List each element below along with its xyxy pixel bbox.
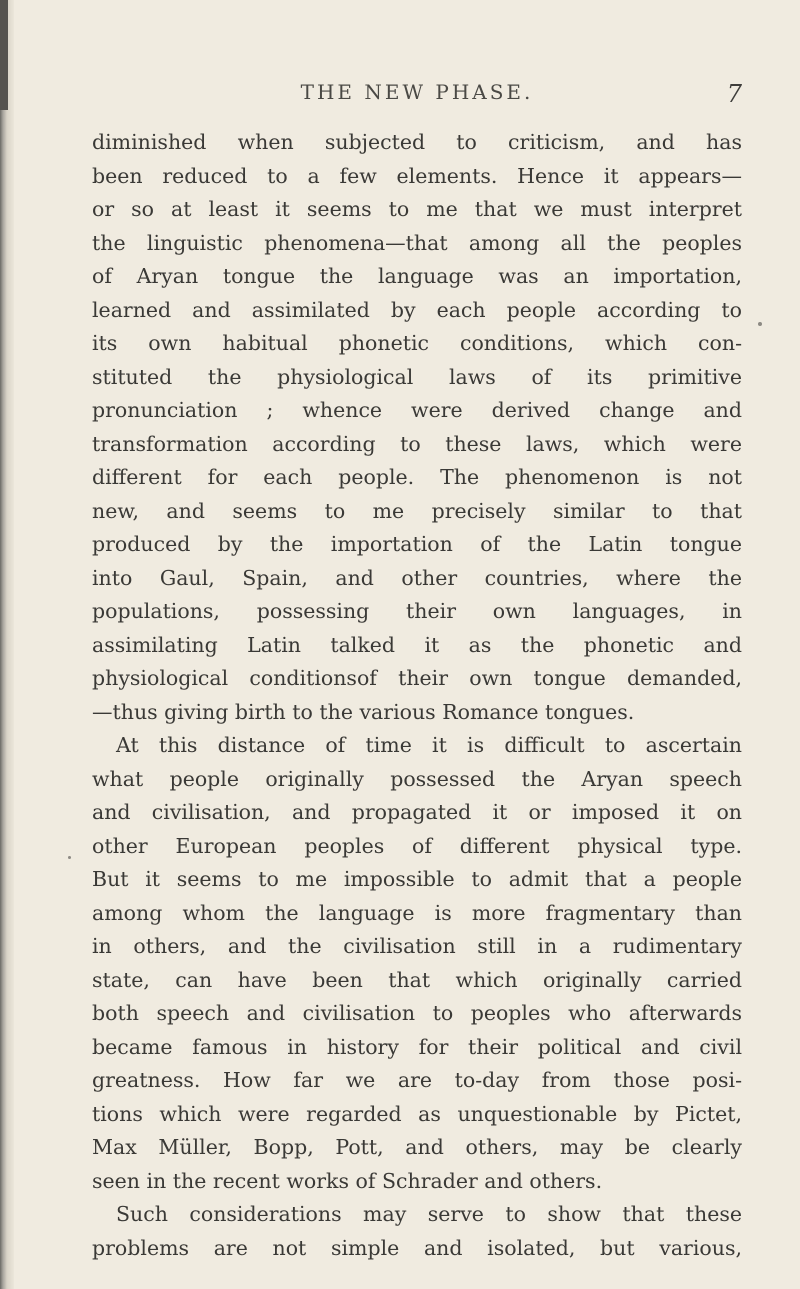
text-line: physiological conditionsof their own tongue demanded,: [92, 666, 742, 690]
paper-speck: [68, 856, 71, 859]
binding-shadow: [0, 0, 8, 110]
body-text: [92, 126, 742, 1265]
text-line: assimilating Latin talked it as the phonetic and: [92, 632, 742, 657]
text-line: its own habitual phonetic conditions, which con-: [92, 331, 742, 355]
text-line: populations, possessing their own languages, in: [92, 599, 742, 623]
text-line: state, can have been that which originally carried: [92, 967, 742, 992]
text-line: But it seems to me impossible to admit that a people: [92, 867, 742, 891]
text-line: transformation according to these laws, which were: [92, 431, 742, 456]
text-line: learned and assimilated by each people according to: [92, 297, 742, 322]
running-title: THE NEW PHASE.: [300, 80, 534, 104]
paragraph-start-line: At this distance of time it is difficult to ascertain: [116, 733, 742, 757]
paragraph-end-line: seen in the recent works of Schrader and others.: [92, 1168, 603, 1193]
paragraph-end-line: —thus giving birth to the various Romance tongues.: [92, 699, 635, 724]
text-line: tions which were regarded as unquestionable by Pictet,: [92, 1101, 742, 1126]
paragraph-start-line: Such considerations may serve to show that these: [116, 1202, 742, 1226]
paper-speck: [758, 322, 762, 326]
page-binding-edge: [0, 0, 14, 1289]
text-line: or so at least it seems to me that we must interpret: [92, 197, 742, 221]
text-line: greatness. How far we are to-day from those posi-: [92, 1068, 742, 1092]
text-line: both speech and civilisation to peoples who afterwards: [92, 1001, 742, 1025]
text-line: new, and seems to me precisely similar to that: [92, 498, 742, 523]
text-line: became famous in history for their political and civil: [92, 1034, 742, 1059]
text-line: been reduced to a few elements. Hence it appears—: [92, 163, 742, 188]
text-line: of Aryan tongue the language was an importation,: [92, 264, 742, 288]
text-line: in others, and the civilisation still in a rudimentary: [92, 934, 742, 958]
running-head: [92, 80, 742, 114]
text-line: and civilisation, and propagated it or imposed it on: [92, 800, 742, 824]
page-number: 7: [726, 80, 742, 108]
text-line: Max Müller, Bopp, Pott, and others, may be clearly: [92, 1135, 742, 1159]
text-line: other European peoples of different physical type.: [92, 833, 742, 858]
text-line: into Gaul, Spain, and other countries, where the: [92, 565, 742, 590]
text-line: what people originally possessed the Aryan speech: [92, 766, 742, 791]
text-line: pronunciation ; whence were derived change and: [92, 398, 742, 422]
text-line: among whom the language is more fragmentary than: [92, 900, 742, 925]
text-line: different for each people. The phenomenon is not: [92, 465, 742, 489]
text-line: stituted the physiological laws of its primitive: [92, 364, 742, 389]
text-line: produced by the importation of the Latin tongue: [92, 532, 742, 556]
text-line: the linguistic phenomena—that among all the peoples: [92, 230, 742, 255]
text-line: diminished when subjected to criticism, and has: [92, 130, 742, 154]
text-line: problems are not simple and isolated, but various,: [92, 1235, 742, 1260]
